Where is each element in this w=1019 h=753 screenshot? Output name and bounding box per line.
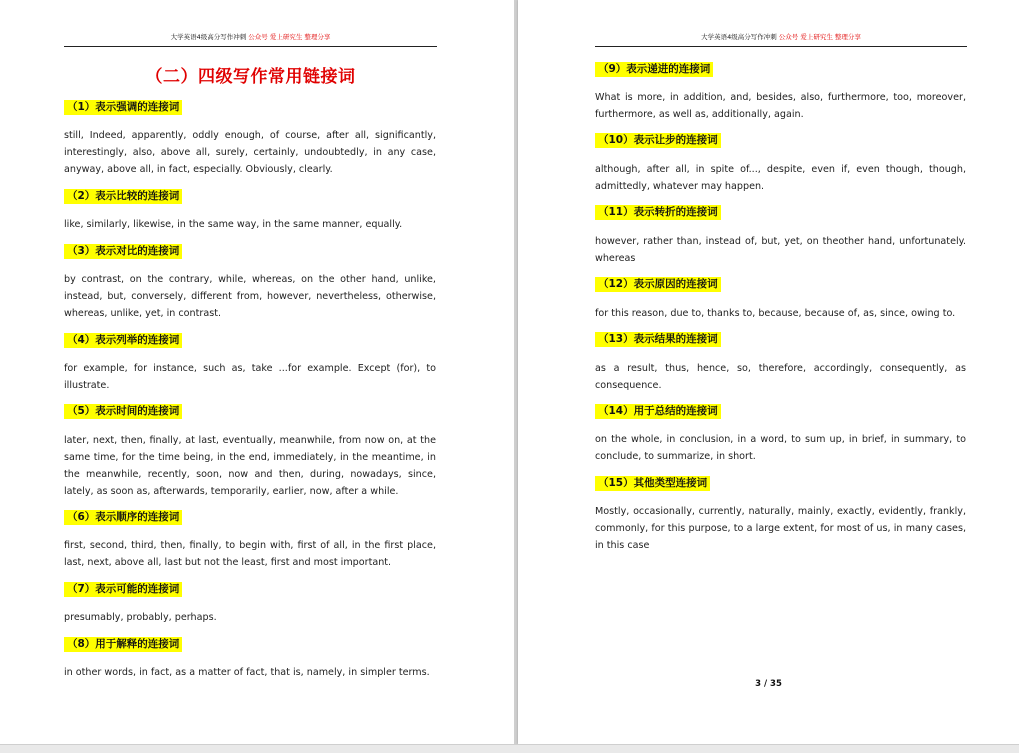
section-text: Mostly, occasionally, currently, naturally, mainly, exactly, evidently, frankly, commonly, for this purpose, to a large extent, for most of us, in many cases, in this case (595, 506, 966, 551)
section-heading: （15）其他类型连接词 (595, 476, 710, 491)
header-title: 大学英语4级高分写作冲刺 (170, 33, 247, 41)
section-heading: （7）表示可能的连接词 (64, 582, 182, 597)
page-header-right (595, 32, 967, 47)
page-header-left (64, 32, 437, 47)
section-text: What is more, in addition, and, besides, also, furthermore, too, moreover, furthermore, as well as, additionally, again. (595, 92, 966, 120)
section-heading: （6）表示顺序的连接词 (64, 510, 182, 525)
page-title: （二）四级写作常用链接词 (145, 67, 356, 87)
section-text: as a result, thus, hence, so, therefore, accordingly, consequently, as consequence. (595, 363, 966, 391)
page-left (0, 0, 514, 744)
section-heading: （3）表示对比的连接词 (64, 244, 182, 259)
section-heading: （9）表示递进的连接词 (595, 62, 713, 77)
header-red-text: 公众号 爱上研究生 整理分享 (778, 33, 861, 41)
section-heading: （13）表示结果的连接词 (595, 332, 721, 347)
section-text: first, second, third, then, finally, to begin with, first of all, in the first place, last, next, above all, last but not the least, first and most important. (64, 540, 436, 568)
section-heading: （12）表示原因的连接词 (595, 277, 721, 292)
section-heading: （14）用于总结的连接词 (595, 404, 721, 419)
section-heading: （10）表示让步的连接词 (595, 133, 721, 148)
section-heading: （11）表示转折的连接词 (595, 205, 721, 220)
section-heading: （4）表示列举的连接词 (64, 333, 182, 348)
section-text: in other words, in fact, as a matter of fact, that is, namely, in simpler terms. (64, 667, 430, 678)
section-text: later, next, then, finally, at last, eventually, meanwhile, from now on, at the same time, for the time being, in the end, immediately, in the meantime, in the meanwhile, recently, soon, now and then, during, nowadays, since, lately, as soon as, afterwards, temporarily, earlier, now, after a while. (64, 435, 436, 497)
section-text: however, rather than, instead of, but, yet, on theother hand, unfortunately. whereas (595, 236, 966, 264)
section-heading: （5）表示时间的连接词 (64, 404, 182, 419)
header-title: 大学英语4级高分写作冲刺 (701, 33, 777, 41)
page-number: 3 / 35 (755, 679, 782, 689)
section-text: presumably, probably, perhaps. (64, 612, 217, 623)
section-text: by contrast, on the contrary, while, whereas, on the other hand, unlike, instead, but, conversely, different from, however, nevertheless, otherwise, whereas, unlike, yet, in contrast. (64, 274, 436, 319)
section-text: on the whole, in conclusion, in a word, to sum up, in brief, in summary, to conclude, to summarize, in short. (595, 434, 966, 462)
section-heading: （8）用于解释的连接词 (64, 637, 182, 652)
section-text: for this reason, due to, thanks to, because, because of, as, since, owing to. (595, 308, 956, 319)
section-text: for example, for instance, such as, take ...for example. Except (for), to illustrate. (64, 363, 436, 391)
page-right (518, 0, 1019, 744)
section-text: although, after all, in spite of..., despite, even if, even though, though, admittedly, whatever may happen. (595, 164, 966, 192)
section-heading: （2）表示比较的连接词 (64, 189, 182, 204)
section-heading: （1）表示强调的连接词 (64, 100, 182, 115)
section-text: like, similarly, likewise, in the same way, in the same manner, equally. (64, 219, 403, 230)
header-red-text: 公众号 爱上研究生 整理分享 (248, 33, 331, 41)
section-text: still, Indeed, apparently, oddly enough, of course, after all, significantly, interestingly, also, above all, surely, certainly, undoubtedly, in any case, anyway, above all, in fact, especially. Obviously, clearly. (64, 130, 436, 175)
